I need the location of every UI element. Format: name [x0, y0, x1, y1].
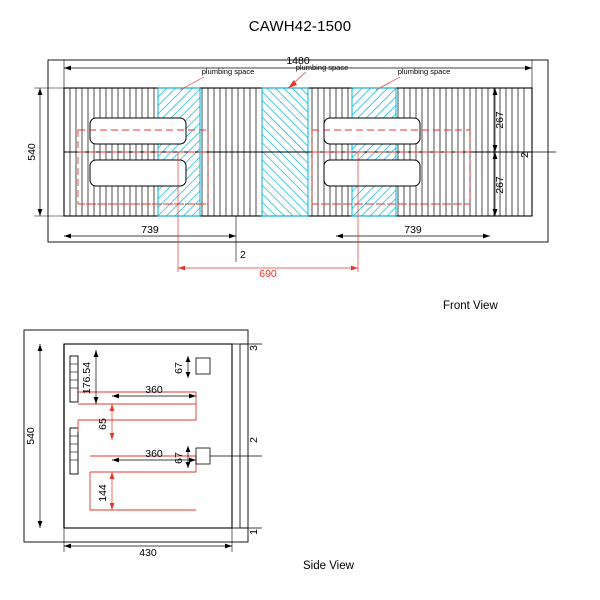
- marker-side-3: 3: [248, 345, 260, 351]
- dim-side-height: 540: [25, 427, 37, 445]
- dim-front-left-section: 739: [141, 224, 159, 236]
- dim-side-bottom-drawer-height: 144: [97, 484, 109, 502]
- marker-side-1: 1: [248, 529, 260, 535]
- dim-side-bracket-top: 67: [173, 362, 185, 374]
- dim-side-bracket-mid: 67: [173, 452, 185, 464]
- dim-side-top-drawer-height: 176.54: [81, 361, 93, 395]
- dim-side-mid-drawer-width: 360: [145, 448, 163, 460]
- dim-side-top-drawer-width: 360: [145, 384, 163, 396]
- dim-front-right-section: 739: [404, 224, 422, 236]
- dim-front-right-lower: 267: [494, 176, 506, 194]
- dim-side-depth: 430: [139, 547, 157, 559]
- side-view-group: [24, 330, 262, 559]
- note-plumbing-space-left: plumbing space: [201, 67, 255, 76]
- page-title: CAWH42-1500: [248, 18, 352, 35]
- marker-front-right-2: 2: [519, 152, 531, 158]
- marker-side-2: 2: [248, 437, 260, 443]
- side-view-label: Side View: [303, 560, 354, 572]
- dim-front-right-upper: 267: [494, 111, 506, 129]
- dim-side-mid-drawer-height: 65: [97, 418, 109, 430]
- note-plumbing-space-right: plumbing space: [397, 67, 451, 76]
- dim-front-center-red: 690: [259, 268, 277, 280]
- front-view-group: [26, 55, 556, 280]
- front-view-label: Front View: [443, 300, 498, 312]
- note-plumbing-space-center: plumbing space: [295, 63, 349, 72]
- marker-front-bottom-2: 2: [240, 249, 246, 261]
- dim-front-width: 1480: [286, 55, 310, 67]
- dim-front-height: 540: [26, 143, 38, 161]
